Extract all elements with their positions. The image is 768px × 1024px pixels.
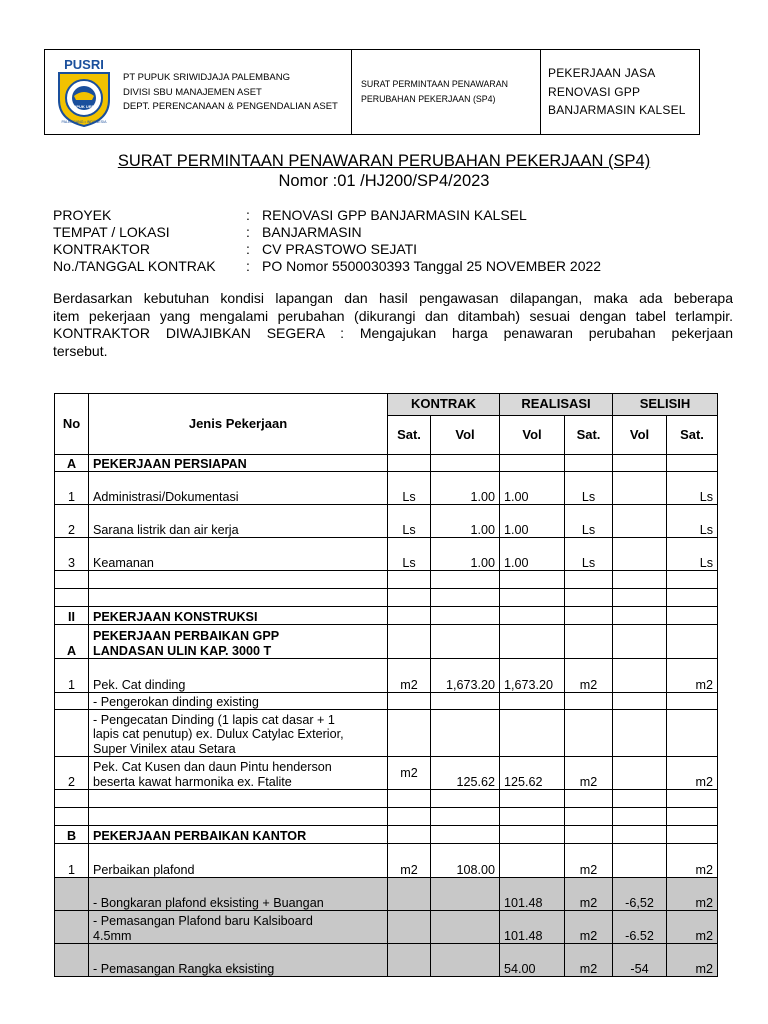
cell-no: II (55, 607, 89, 625)
cell-jenis (89, 808, 388, 826)
table-row (55, 808, 718, 826)
cell-kontrak-vol (431, 944, 500, 977)
cell-no: A (55, 625, 89, 659)
letterhead (44, 49, 700, 135)
info-label: PROYEK (53, 207, 112, 223)
cell-kontrak-vol (431, 571, 500, 589)
cell-realisasi-sat (565, 607, 613, 625)
cell-realisasi-sat: m2 (565, 878, 613, 911)
pusri-logo (53, 56, 115, 128)
cell-selisih-sat (667, 571, 718, 589)
cell-no: 1 (55, 844, 89, 878)
table-row (55, 878, 718, 911)
cell-selisih-sat: Ls (667, 505, 718, 538)
cell-realisasi-sat: Ls (565, 472, 613, 505)
cell-selisih-vol (613, 538, 667, 571)
cell-kontrak-vol (431, 607, 500, 625)
cell-kontrak-sat (388, 571, 431, 589)
cell-no: 3 (55, 538, 89, 571)
cell-selisih-vol (613, 826, 667, 844)
cell-jenis: PEKERJAAN PERBAIKAN KANTOR (89, 826, 388, 844)
cell-jenis: PEKERJAAN PERBAIKAN GPP LANDASAN ULIN KAP. 3000 T (89, 625, 388, 659)
cell-jenis (89, 571, 388, 589)
cell-jenis: Pek. Cat Kusen dan daun Pintu henderson beserta kawat harmonika ex. Ftalite (89, 757, 388, 790)
cell-selisih-vol (613, 472, 667, 505)
cell-realisasi-vol (500, 844, 565, 878)
cell-realisasi-vol: 54.00 (500, 944, 565, 977)
cell-kontrak-sat (388, 911, 431, 944)
info-label: No./TANGGAL KONTRAK (53, 258, 216, 274)
cell-kontrak-sat: Ls (388, 505, 431, 538)
col-header-jenis: Jenis Pekerjaan (89, 394, 388, 455)
paragraph-line: KONTRAKTOR DIWAJIBKAN SEGERA : Mengajukan harga penawaran perubahan pekerjaan (53, 325, 733, 341)
cell-selisih-vol: -6.52 (613, 911, 667, 944)
cell-realisasi-vol (500, 607, 565, 625)
cell-selisih-sat: m2 (667, 844, 718, 878)
table-row (55, 944, 718, 977)
work-table (54, 393, 718, 977)
info-separator: : (246, 241, 250, 257)
cell-jenis: Sarana listrik dan air kerja (89, 505, 388, 538)
cell-kontrak-sat (388, 455, 431, 472)
cell-realisasi-sat: m2 (565, 844, 613, 878)
paragraph-line: tersebut. (53, 342, 108, 359)
cell-realisasi-sat (565, 693, 613, 710)
info-value: BANJARMASIN (262, 224, 362, 240)
col-header-selisih: SELISIH (613, 394, 718, 416)
col-header-no: No (55, 394, 89, 455)
cell-kontrak-sat (388, 710, 431, 757)
cell-jenis: Administrasi/Dokumentasi (89, 472, 388, 505)
cell-selisih-sat (667, 607, 718, 625)
cell-selisih-vol (613, 808, 667, 826)
cell-selisih-sat (667, 826, 718, 844)
cell-kontrak-vol: 108.00 (431, 844, 500, 878)
cell-jenis: - Pengecatan Dinding (1 lapis cat dasar + 1 lapis cat penutup) ex. Dulux Catylac Exterior, Super Vinilex atau Setara (89, 710, 388, 757)
cell-realisasi-vol: 1.00 (500, 538, 565, 571)
cell-no (55, 808, 89, 826)
col-header-kontrak-sat: Sat. (388, 416, 431, 455)
col-header-selisih-vol: Vol (613, 416, 667, 455)
letterhead-job-cell (540, 50, 700, 134)
paragraph-line: item pekerjaan yang mengalami perubahan (dikurangi dan ditambah) sesuai dengan tabel terlampir. (53, 307, 733, 324)
cell-kontrak-sat (388, 693, 431, 710)
cell-kontrak-vol: 1,673.20 (431, 659, 500, 693)
cell-selisih-sat (667, 455, 718, 472)
table-row (55, 911, 718, 944)
cell-jenis: Pek. Cat dinding (89, 659, 388, 693)
cell-jenis (89, 589, 388, 607)
cell-kontrak-sat (388, 790, 431, 808)
cell-realisasi-vol (500, 625, 565, 659)
cell-no: B (55, 826, 89, 844)
cell-selisih-vol (613, 659, 667, 693)
logo-center-text: PUPUK UREA (70, 104, 98, 109)
info-value: PO Nomor 5500030393 Tanggal 25 NOVEMBER 2022 (262, 258, 602, 274)
cell-no (55, 911, 89, 944)
cell-realisasi-vol: 125.62 (500, 757, 565, 790)
work-table-body (55, 455, 718, 977)
cell-selisih-vol (613, 710, 667, 757)
cell-realisasi-sat (565, 625, 613, 659)
cell-selisih-sat: Ls (667, 538, 718, 571)
cell-selisih-vol (613, 625, 667, 659)
cell-jenis (89, 790, 388, 808)
cell-no (55, 790, 89, 808)
cell-jenis: Keamanan (89, 538, 388, 571)
cell-selisih-sat: m2 (667, 878, 718, 911)
cell-realisasi-vol: 101.48 (500, 878, 565, 911)
cell-kontrak-vol (431, 625, 500, 659)
cell-selisih-sat: m2 (667, 944, 718, 977)
cell-selisih-vol: -54 (613, 944, 667, 977)
cell-selisih-sat (667, 790, 718, 808)
cell-realisasi-vol: 1.00 (500, 505, 565, 538)
cell-jenis: - Bongkaran plafond eksisting + Buangan (89, 878, 388, 911)
cell-kontrak-sat (388, 607, 431, 625)
cell-realisasi-vol: 1.00 (500, 472, 565, 505)
cell-kontrak-vol: 1.00 (431, 472, 500, 505)
cell-no: 1 (55, 659, 89, 693)
cell-kontrak-sat: Ls (388, 538, 431, 571)
info-label: KONTRAKTOR (53, 241, 150, 257)
org-name-block (123, 71, 338, 115)
cell-no (55, 693, 89, 710)
table-row (55, 505, 718, 538)
document-title: SURAT PERMINTAAN PENAWARAN PERUBAHAN PEKERJAAN (SP4) (117, 152, 651, 170)
table-row (55, 710, 718, 757)
info-value: RENOVASI GPP BANJARMASIN KALSEL (262, 207, 527, 223)
cell-kontrak-sat (388, 808, 431, 826)
table-row (55, 757, 718, 790)
cell-kontrak-vol (431, 826, 500, 844)
cell-no: 2 (55, 505, 89, 538)
logo-ring-text: PALEMBANG • INDONESIA (61, 120, 107, 124)
document-number: Nomor :01 /HJ200/SP4/2023 (278, 172, 490, 190)
cell-selisih-sat: Ls (667, 472, 718, 505)
cell-kontrak-vol (431, 808, 500, 826)
cell-kontrak-sat (388, 589, 431, 607)
table-row (55, 693, 718, 710)
cell-jenis: - Pengerokan dinding existing (89, 693, 388, 710)
table-row (55, 607, 718, 625)
cell-selisih-sat (667, 693, 718, 710)
cell-no (55, 878, 89, 911)
cell-realisasi-vol (500, 571, 565, 589)
table-row (55, 589, 718, 607)
cell-jenis: - Pemasangan Plafond baru Kalsiboard 4.5mm (89, 911, 388, 944)
table-row (55, 790, 718, 808)
cell-kontrak-sat: m2 (388, 659, 431, 693)
info-separator: : (246, 258, 250, 274)
cell-selisih-sat (667, 589, 718, 607)
cell-realisasi-vol (500, 455, 565, 472)
table-row (55, 826, 718, 844)
cell-kontrak-vol (431, 693, 500, 710)
table-row (55, 538, 718, 571)
cell-realisasi-sat (565, 808, 613, 826)
cell-no (55, 589, 89, 607)
cell-realisasi-sat (565, 455, 613, 472)
cell-selisih-vol (613, 790, 667, 808)
cell-jenis: - Pemasangan Rangka eksisting (89, 944, 388, 977)
cell-selisih-sat (667, 710, 718, 757)
cell-no: 1 (55, 472, 89, 505)
letterhead-org-cell (45, 50, 352, 134)
cell-selisih-vol (613, 844, 667, 878)
col-header-selisih-sat: Sat. (667, 416, 718, 455)
cell-kontrak-vol: 1.00 (431, 538, 500, 571)
col-header-realisasi: REALISASI (500, 394, 613, 416)
org-line: DEPT. PERENCANAAN & PENGENDALIAN ASET (123, 101, 338, 112)
cell-kontrak-sat (388, 878, 431, 911)
info-separator: : (246, 207, 250, 223)
cell-selisih-vol (613, 757, 667, 790)
job-line: RENOVASI GPP (548, 84, 641, 99)
cell-realisasi-vol: 101.48 (500, 911, 565, 944)
cell-no (55, 944, 89, 977)
cell-no (55, 571, 89, 589)
cell-selisih-vol (613, 505, 667, 538)
cell-selisih-vol (613, 607, 667, 625)
cell-realisasi-sat: Ls (565, 505, 613, 538)
cell-kontrak-sat (388, 826, 431, 844)
cell-realisasi-vol (500, 589, 565, 607)
cell-realisasi-sat: Ls (565, 538, 613, 571)
col-header-realisasi-vol: Vol (500, 416, 565, 455)
cell-jenis: PEKERJAAN KONSTRUKSI (89, 607, 388, 625)
cell-selisih-sat: m2 (667, 757, 718, 790)
body-paragraph (53, 290, 733, 360)
job-line: PEKERJAAN JASA (548, 66, 656, 80)
cell-kontrak-vol (431, 790, 500, 808)
cell-kontrak-vol (431, 589, 500, 607)
table-row (55, 455, 718, 472)
cell-realisasi-sat (565, 790, 613, 808)
table-row (55, 844, 718, 878)
cell-no: A (55, 455, 89, 472)
cell-realisasi-vol: 1,673.20 (500, 659, 565, 693)
cell-selisih-sat: m2 (667, 659, 718, 693)
cell-selisih-vol: -6,52 (613, 878, 667, 911)
table-row (55, 472, 718, 505)
cell-selisih-sat: m2 (667, 911, 718, 944)
cell-realisasi-sat: m2 (565, 944, 613, 977)
table-row (55, 571, 718, 589)
cell-kontrak-vol: 125.62 (431, 757, 500, 790)
paragraph-line: Berdasarkan kebutuhan kondisi lapangan dan hasil pengawasan dilapangan, maka ada beberapa (53, 290, 733, 306)
job-line: BANJARMASIN KALSEL (548, 103, 686, 117)
cell-kontrak-sat: Ls (388, 472, 431, 505)
cell-selisih-sat (667, 808, 718, 826)
cell-realisasi-sat (565, 826, 613, 844)
cell-realisasi-sat: m2 (565, 911, 613, 944)
cell-realisasi-sat: m2 (565, 757, 613, 790)
cell-no: 2 (55, 757, 89, 790)
cell-selisih-vol (613, 455, 667, 472)
cell-kontrak-sat: m2 (388, 844, 431, 878)
info-value: CV PRASTOWO SEJATI (262, 241, 418, 257)
cell-realisasi-sat (565, 571, 613, 589)
col-header-realisasi-sat: Sat. (565, 416, 613, 455)
cell-realisasi-sat: m2 (565, 659, 613, 693)
cell-realisasi-vol (500, 710, 565, 757)
cell-jenis: Perbaikan plafond (89, 844, 388, 878)
col-header-kontrak-vol: Vol (431, 416, 500, 455)
cell-selisih-vol (613, 571, 667, 589)
table-row (55, 659, 718, 693)
cell-kontrak-vol: 1.00 (431, 505, 500, 538)
cell-selisih-vol (613, 589, 667, 607)
cell-realisasi-vol (500, 693, 565, 710)
col-header-kontrak: KONTRAK (388, 394, 500, 416)
info-separator: : (246, 224, 250, 240)
logo-text: PUSRI (64, 57, 104, 72)
cell-kontrak-vol (431, 911, 500, 944)
info-label: TEMPAT / LOKASI (53, 224, 170, 240)
cell-selisih-sat (667, 625, 718, 659)
cell-kontrak-sat: m2 (388, 757, 431, 790)
cell-kontrak-vol (431, 710, 500, 757)
cell-no (55, 710, 89, 757)
cell-kontrak-vol (431, 455, 500, 472)
org-line: DIVISI SBU MANAJEMEN ASET (123, 86, 262, 98)
cell-kontrak-vol (431, 878, 500, 911)
letterhead-doc-cell (351, 50, 541, 134)
doc-type-line: PERUBAHAN PEKERJAAN (SP4) (361, 94, 496, 104)
cell-realisasi-vol (500, 826, 565, 844)
cell-kontrak-sat (388, 944, 431, 977)
cell-realisasi-vol (500, 808, 565, 826)
cell-realisasi-sat (565, 710, 613, 757)
doc-type-line: SURAT PERMINTAAN PENAWARAN (361, 79, 508, 89)
org-line: PT PUPUK SRIWIDJAJA PALEMBANG (123, 72, 290, 83)
table-row (55, 625, 718, 659)
cell-selisih-vol (613, 693, 667, 710)
cell-realisasi-vol (500, 790, 565, 808)
cell-realisasi-sat (565, 589, 613, 607)
cell-jenis: PEKERJAAN PERSIAPAN (89, 455, 388, 472)
cell-kontrak-sat (388, 625, 431, 659)
